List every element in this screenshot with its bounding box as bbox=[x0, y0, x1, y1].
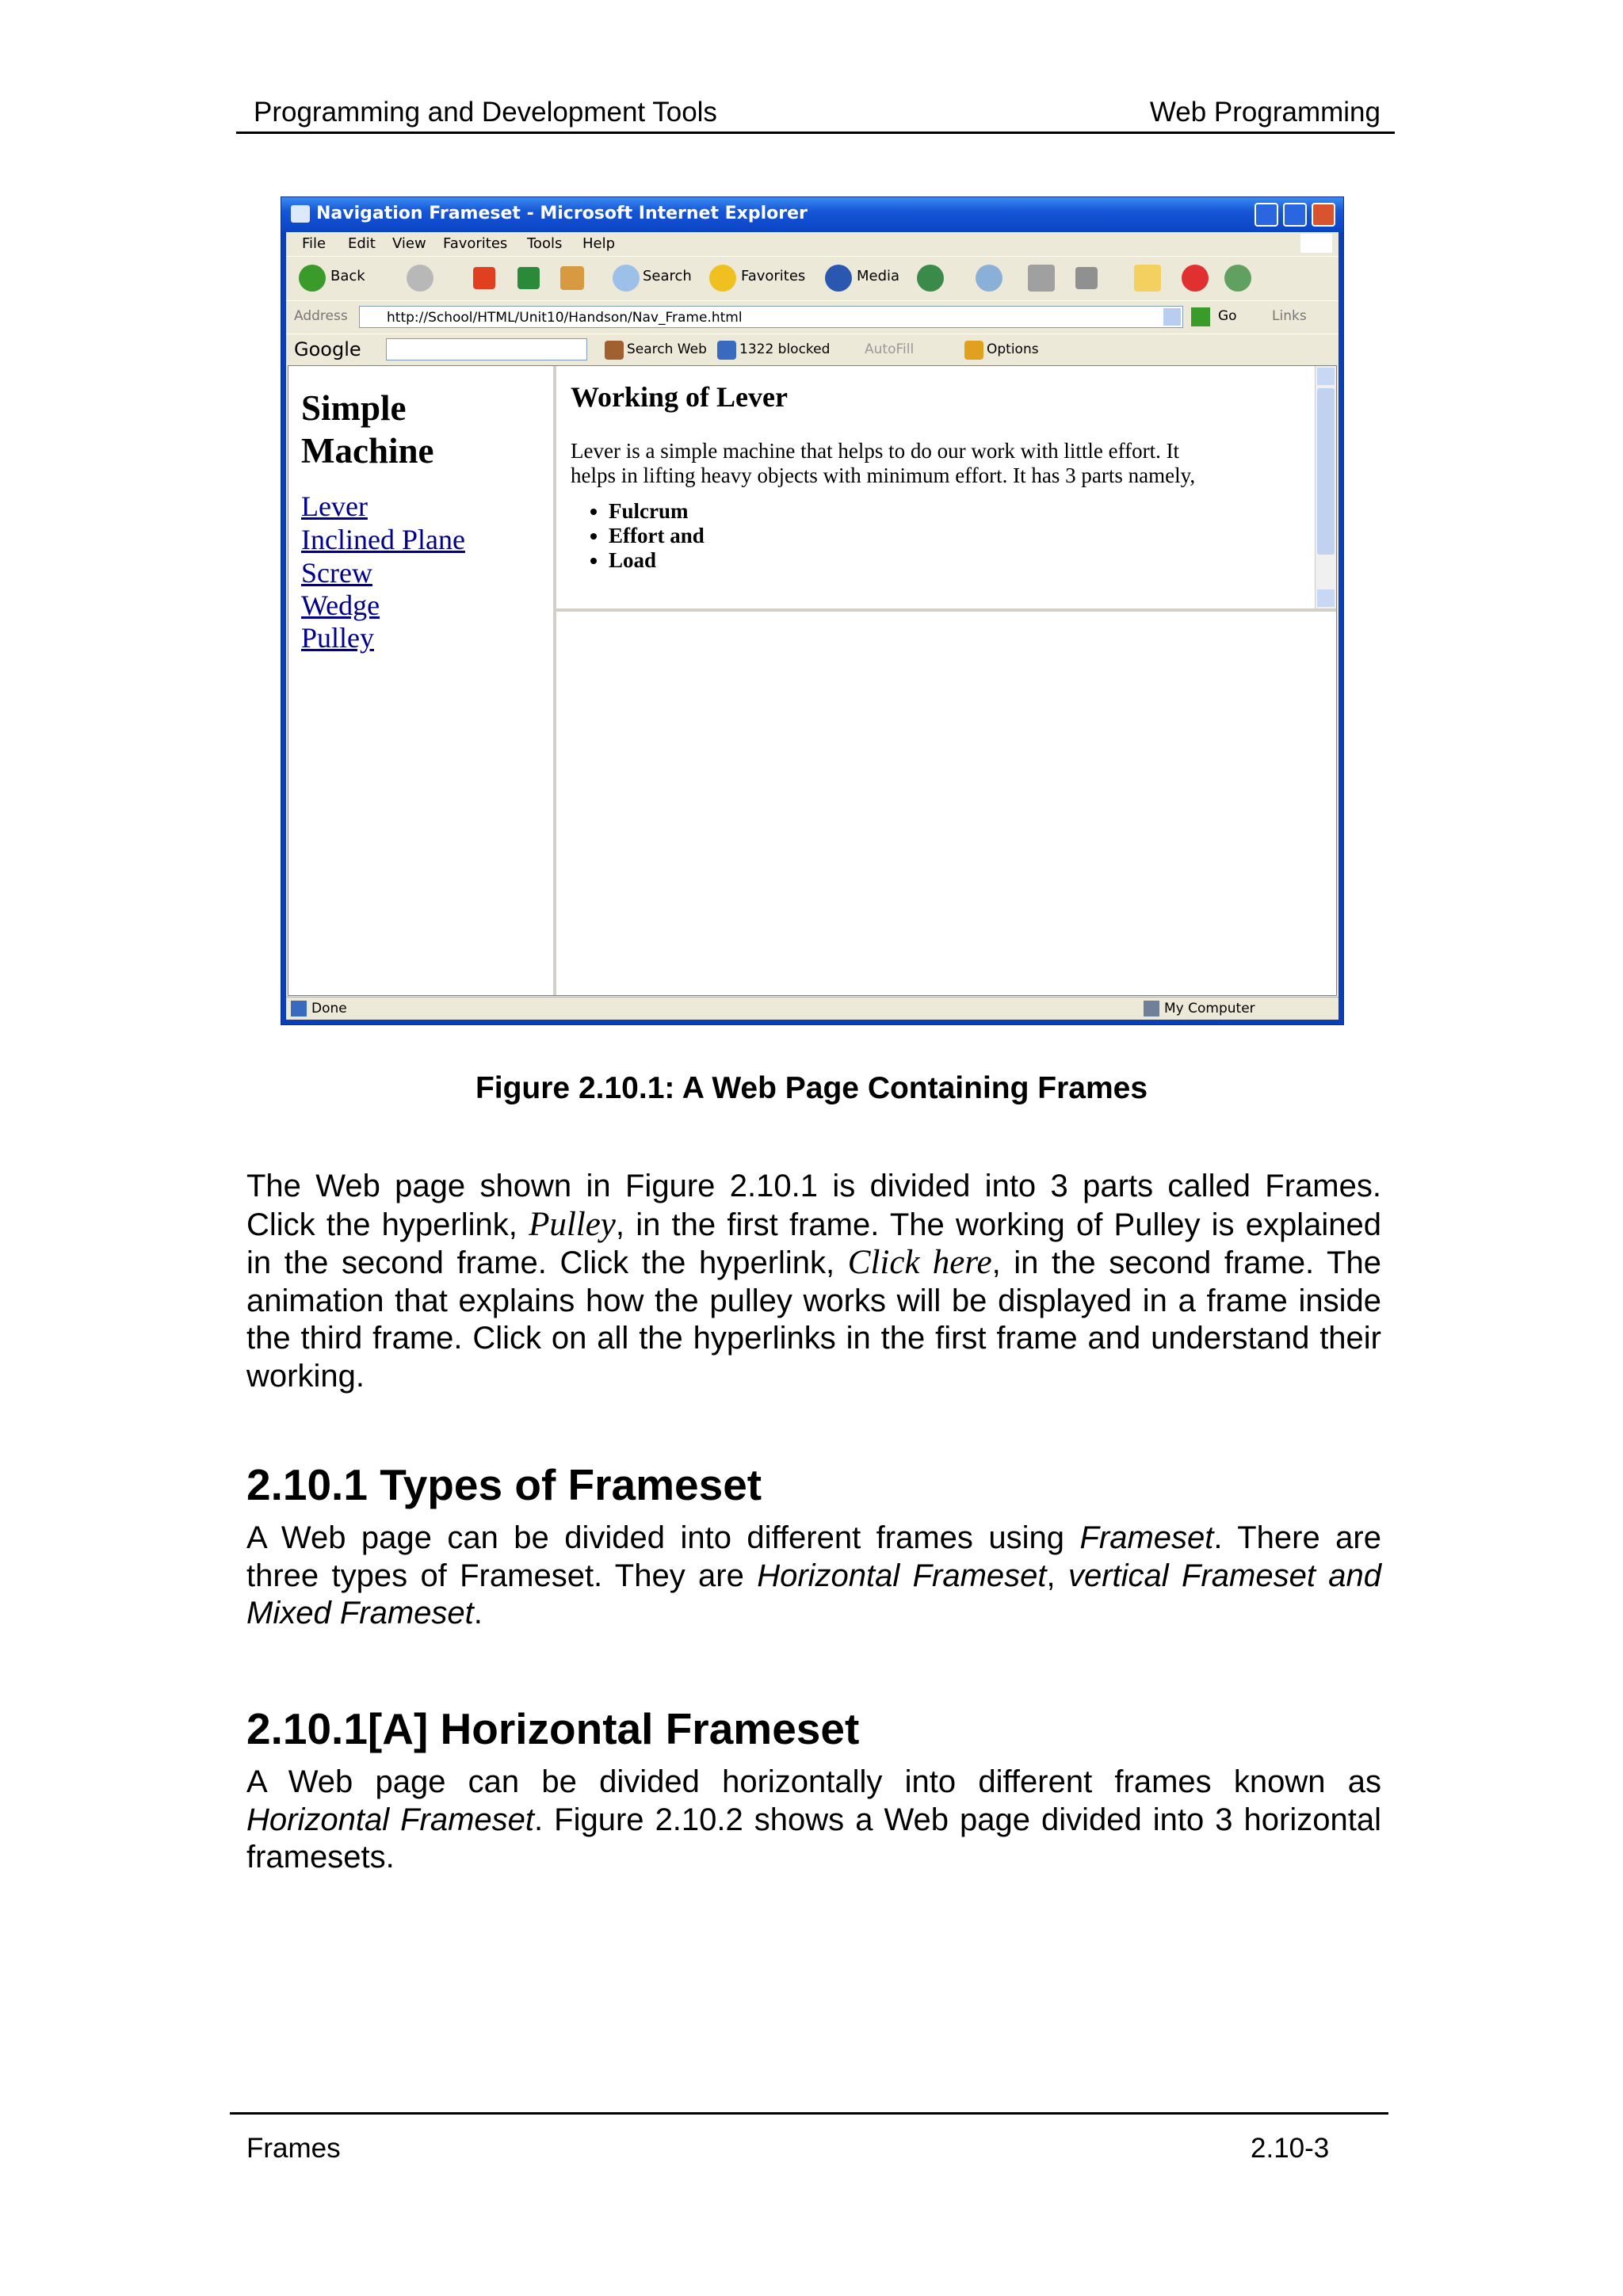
menu-view[interactable]: View bbox=[392, 235, 426, 252]
frameset-view bbox=[288, 365, 1337, 996]
list-item: • Fulcrum bbox=[609, 499, 705, 524]
discuss-icon[interactable] bbox=[1134, 265, 1161, 292]
s1-text-d: Horizontal Frameset bbox=[757, 1558, 1047, 1593]
computer-icon bbox=[1144, 1001, 1159, 1016]
go-button[interactable]: Go bbox=[1218, 308, 1237, 324]
media-icon[interactable] bbox=[825, 265, 852, 292]
messenger-icon[interactable] bbox=[1182, 265, 1209, 292]
status-text: Done bbox=[311, 1001, 347, 1016]
nav-link-screw[interactable]: Screw bbox=[301, 557, 372, 589]
search-web-button[interactable]: Search Web bbox=[627, 341, 707, 357]
section-heading-horizontal: 2.10.1[A] Horizontal Frameset bbox=[246, 1704, 860, 1753]
s1-text-a: A Web page can be divided into different frames using bbox=[246, 1520, 1080, 1555]
nav-link-inclined-plane[interactable]: Inclined Plane bbox=[301, 524, 465, 555]
menu-file[interactable]: File bbox=[302, 235, 327, 252]
para1-text-e: , in the second frame. The animation that explains how the pulley works will be displayed in a frame inside the third frame. Click on all the hyperlinks in the first frame and understand their working. bbox=[246, 1245, 1381, 1394]
maximize-icon[interactable] bbox=[1283, 203, 1307, 227]
browser-chrome bbox=[286, 232, 1338, 1020]
menu-favorites[interactable]: Favorites bbox=[443, 235, 508, 252]
s2-text-c: . Figure 2.10.2 shows a Web page divided into 3 horizontal framesets. bbox=[246, 1802, 1381, 1875]
content-text bbox=[571, 439, 1308, 488]
favorites-icon[interactable] bbox=[709, 265, 736, 292]
media-label[interactable]: Media bbox=[857, 268, 900, 284]
header-right: Web Programming bbox=[1149, 97, 1381, 128]
go-icon[interactable] bbox=[1191, 307, 1210, 326]
footer-rule bbox=[230, 2112, 1388, 2115]
history-icon[interactable] bbox=[917, 265, 944, 292]
stop-icon[interactable] bbox=[473, 267, 495, 289]
address-url: http://School/HTML/Unit10/Handson/Nav_Frame.html bbox=[387, 310, 743, 326]
print-icon[interactable] bbox=[1028, 265, 1055, 292]
s1-text-c: . There are three types of Frameset. They are bbox=[246, 1520, 1381, 1593]
search-label[interactable]: Search bbox=[643, 268, 692, 284]
page-number: 2.10-3 bbox=[1251, 2133, 1330, 2164]
autofill-button[interactable]: AutoFill bbox=[865, 341, 915, 357]
edit-icon[interactable] bbox=[1075, 267, 1098, 289]
scroll-down-icon[interactable] bbox=[1317, 589, 1335, 607]
content-text-line1: Lever is a simple machine that helps to do our work with little effort. It bbox=[571, 439, 1180, 463]
scroll-up-icon[interactable] bbox=[1317, 368, 1335, 385]
section-heading-types: 2.10.1 Types of Frameset bbox=[246, 1460, 762, 1509]
list-item: • Load bbox=[609, 548, 705, 573]
status-bar bbox=[286, 997, 1338, 1020]
nav-link-pulley[interactable]: Pulley bbox=[301, 622, 375, 654]
body-paragraph-3 bbox=[246, 1764, 1381, 1877]
toolbar bbox=[286, 256, 1338, 299]
s2-text-b: Horizontal Frameset bbox=[246, 1802, 535, 1837]
nav-link-wedge[interactable]: Wedge bbox=[301, 589, 380, 621]
chevron-down-icon[interactable] bbox=[1163, 308, 1181, 326]
close-icon[interactable] bbox=[1312, 203, 1335, 227]
ie-icon bbox=[291, 205, 310, 223]
search-icon[interactable] bbox=[613, 265, 640, 292]
figure-caption: Figure 2.10.1: A Web Page Containing Frames bbox=[475, 1071, 1148, 1105]
mail-icon[interactable] bbox=[976, 265, 1002, 292]
menu-help[interactable]: Help bbox=[582, 235, 616, 252]
body-paragraph-1 bbox=[246, 1168, 1381, 1395]
options-icon bbox=[964, 341, 983, 360]
browser-window bbox=[281, 196, 1344, 1025]
pulley-link-text: Pulley bbox=[529, 1205, 616, 1243]
home-icon[interactable] bbox=[560, 266, 584, 290]
s1-text-g: . bbox=[473, 1596, 483, 1630]
google-toolbar bbox=[286, 334, 1338, 364]
popup-blocked-count[interactable]: 1322 blocked bbox=[739, 341, 831, 357]
research-icon[interactable] bbox=[1224, 265, 1251, 292]
forward-icon[interactable] bbox=[407, 265, 433, 292]
content-heading: Working of Lever bbox=[571, 381, 788, 413]
options-button[interactable]: Options bbox=[987, 341, 1039, 357]
header-left: Programming and Development Tools bbox=[254, 97, 717, 128]
menu-edit[interactable]: Edit bbox=[348, 235, 376, 252]
body-paragraph-2 bbox=[246, 1520, 1381, 1633]
window-title: Navigation Frameset - Microsoft Internet Explorer bbox=[316, 204, 808, 223]
minimize-icon[interactable] bbox=[1254, 203, 1278, 227]
refresh-icon[interactable] bbox=[517, 267, 540, 289]
zone-text: My Computer bbox=[1164, 1001, 1255, 1016]
nav-title bbox=[301, 387, 433, 472]
popup-blocker-icon bbox=[717, 341, 736, 360]
s1-text-b: Frameset bbox=[1079, 1520, 1214, 1555]
address-input[interactable] bbox=[359, 306, 1183, 328]
page-icon bbox=[291, 1001, 307, 1016]
vertical-scrollbar[interactable] bbox=[1315, 366, 1336, 608]
favorites-label[interactable]: Favorites bbox=[741, 268, 806, 284]
google-search-input[interactable] bbox=[386, 338, 587, 360]
scrollbar-thumb[interactable] bbox=[1317, 388, 1335, 555]
address-label: Address bbox=[294, 308, 348, 324]
animation-frame bbox=[556, 612, 1336, 995]
title-bar bbox=[281, 197, 1343, 232]
back-label[interactable]: Back bbox=[330, 268, 365, 284]
menu-bar bbox=[286, 232, 1338, 254]
parts-list bbox=[556, 499, 705, 573]
content-frame bbox=[556, 366, 1336, 612]
search-web-icon bbox=[605, 341, 624, 360]
windows-logo-icon bbox=[1300, 234, 1332, 253]
para1-text-a: The Web page shown in Figure 2.10.1 is divided into 3 parts called Frames. Click the hyperlink, bbox=[246, 1169, 1381, 1242]
footer-left: Frames bbox=[246, 2133, 341, 2164]
s1-text-e: , bbox=[1046, 1558, 1068, 1593]
content-text-line2: helps in lifting heavy objects with minimum effort. It has 3 parts namely, bbox=[571, 463, 1196, 487]
menu-tools[interactable]: Tools bbox=[527, 235, 563, 252]
nav-title-line1: Simple bbox=[301, 388, 407, 428]
address-bar bbox=[286, 300, 1338, 333]
s1-text-f: vertical Frameset and Mixed Frameset bbox=[246, 1558, 1382, 1630]
google-logo[interactable]: Google bbox=[294, 338, 361, 360]
s2-text-a: A Web page can be divided horizontally into different frames known as bbox=[246, 1764, 1381, 1799]
nav-title-line2: Machine bbox=[301, 431, 434, 471]
navigation-frame bbox=[288, 366, 556, 995]
links-label[interactable]: Links bbox=[1272, 308, 1307, 324]
list-item: • Effort and bbox=[609, 524, 705, 548]
click-here-link-text: Click here bbox=[847, 1244, 992, 1281]
back-icon[interactable] bbox=[299, 265, 326, 292]
header-rule bbox=[236, 132, 1395, 134]
para1-text-c: , in the first frame. The working of Pulley is explained in the second frame. Click the hyperlink, bbox=[246, 1207, 1382, 1280]
nav-link-lever[interactable]: Lever bbox=[301, 490, 368, 522]
